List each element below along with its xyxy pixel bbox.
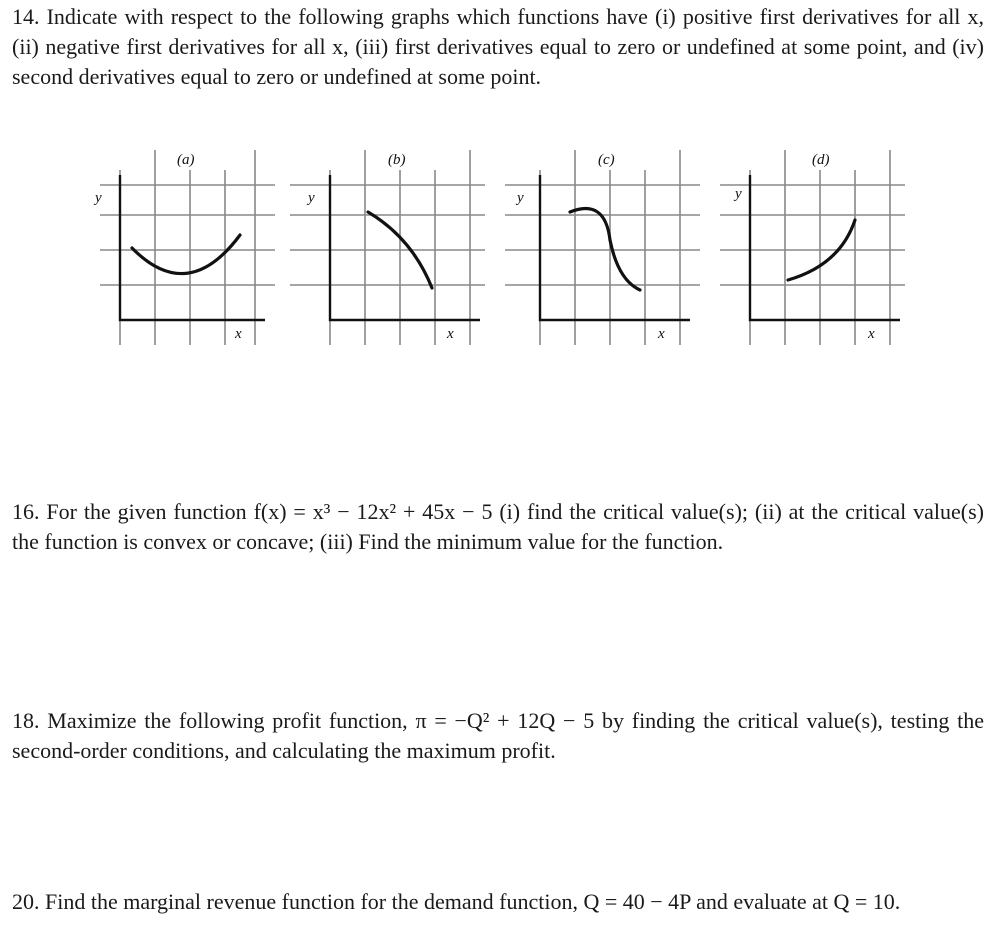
graph-a-curve bbox=[132, 235, 240, 274]
graph-a-grid bbox=[100, 150, 275, 345]
graph-c-grid bbox=[505, 150, 700, 345]
graph-d-y-label: y bbox=[735, 186, 742, 202]
graph-c-y-label: y bbox=[517, 190, 524, 206]
graph-b-y-label: y bbox=[308, 190, 315, 206]
graph-c bbox=[505, 150, 700, 345]
graphs-figure bbox=[80, 140, 910, 360]
graph-b bbox=[290, 150, 485, 345]
graph-a-axes bbox=[120, 175, 265, 320]
graph-a-label: (a) bbox=[177, 152, 195, 168]
graphs-svg bbox=[80, 140, 910, 360]
graph-c-x-label: x bbox=[658, 326, 665, 342]
graph-c-label: (c) bbox=[598, 152, 615, 168]
question-16: 16. For the given function f(x) = x³ − 12x² + 45x − 5 (i) find the critical value(s); (ii) at the critical value(s) the function is convex or concave; (iii) Find the minimum value for the function. bbox=[12, 499, 984, 554]
graph-a-y-label: y bbox=[95, 190, 102, 206]
question-14: 14. Indicate with respect to the following graphs which functions have (i) positive first derivatives for all x, (ii) negative first derivatives for all x, (iii) first derivatives equal to zero or undefined at some point, and (iv) second derivatives equal to zero or undefined at some point. bbox=[12, 4, 984, 89]
graph-a-x-label: x bbox=[235, 326, 242, 342]
graph-d-x-label: x bbox=[868, 326, 875, 342]
graph-b-axes bbox=[330, 175, 480, 320]
question-18: 18. Maximize the following profit function, π = −Q² + 12Q − 5 by finding the critical value(s), testing the second-order conditions, and calculating the maximum profit. bbox=[12, 708, 984, 763]
graph-d-axes bbox=[750, 175, 900, 320]
question-20: 20. Find the marginal revenue function for the demand function, Q = 40 − 4P and evaluate at Q = 10. bbox=[12, 889, 901, 914]
graph-d-grid bbox=[720, 150, 905, 345]
graph-b-label: (b) bbox=[388, 152, 406, 168]
graph-a bbox=[93, 150, 275, 345]
graph-c-axes bbox=[540, 175, 690, 320]
graph-d-label: (d) bbox=[812, 152, 830, 168]
graph-b-x-label: x bbox=[447, 326, 454, 342]
graph-b-grid bbox=[290, 150, 485, 345]
graph-d bbox=[720, 150, 905, 345]
